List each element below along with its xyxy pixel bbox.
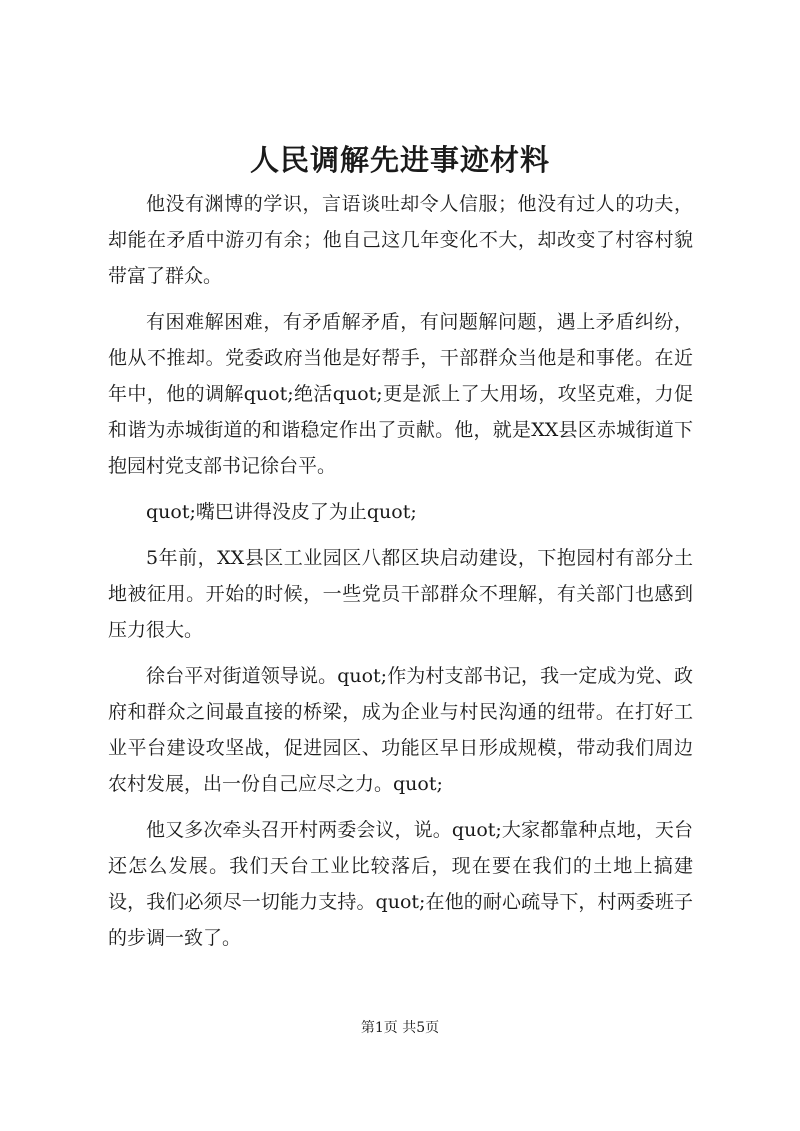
paragraph-5: 徐台平对街道领导说。quot;作为村支部书记，我一定成为党、政府和群众之间最直接的桥梁，成为企业与村民沟通的纽带。在打好工业平台建设攻坚战，促进园区、功能区早日形成规模，带动我们周边农村发展，出一份自己应尽之力。quot;	[108, 665, 693, 795]
paragraph-2: 有困难解困难，有矛盾解矛盾，有问题解问题，遇上矛盾纠纷，他从不推却。党委政府当他是好帮手，干部群众当他是和事佬。在近年中，他的调解quot;绝活quot;更是派上了大用场，攻坚克难，力促和谐为赤城街道的和谐稳定作出了贡献。他，就是XX县区赤城街道下抱园村党支部书记徐台平。	[108, 311, 693, 477]
paragraph-3: quot;嘴巴讲得没皮了为止quot;	[146, 501, 417, 523]
document-body	[108, 186, 693, 966]
paragraph-6: 他又多次牵头召开村两委会议，说。quot;大家都靠种点地，天台还怎么发展。我们天台工业比较落后，现在要在我们的土地上搞建设，我们必须尽一切能力支持。quot;在他的耐心疏导下，村两委班子的步调一致了。	[108, 819, 693, 949]
paragraph-4: 5年前，XX县区工业园区八都区块启动建设，下抱园村有部分土地被征用。开始的时候，一些党员干部群众不理解，有关部门也感到压力很大。	[108, 547, 693, 641]
document-title: 人民调解先进事迹材料	[249, 143, 550, 177]
paragraph-1: 他没有渊博的学识，言语谈吐却令人信服；他没有过人的功夫，却能在矛盾中游刃有余；他自己这几年变化不大，却改变了村容村貌带富了群众。	[108, 193, 693, 287]
page-number-footer: 第1页 共5页	[360, 1020, 440, 1036]
